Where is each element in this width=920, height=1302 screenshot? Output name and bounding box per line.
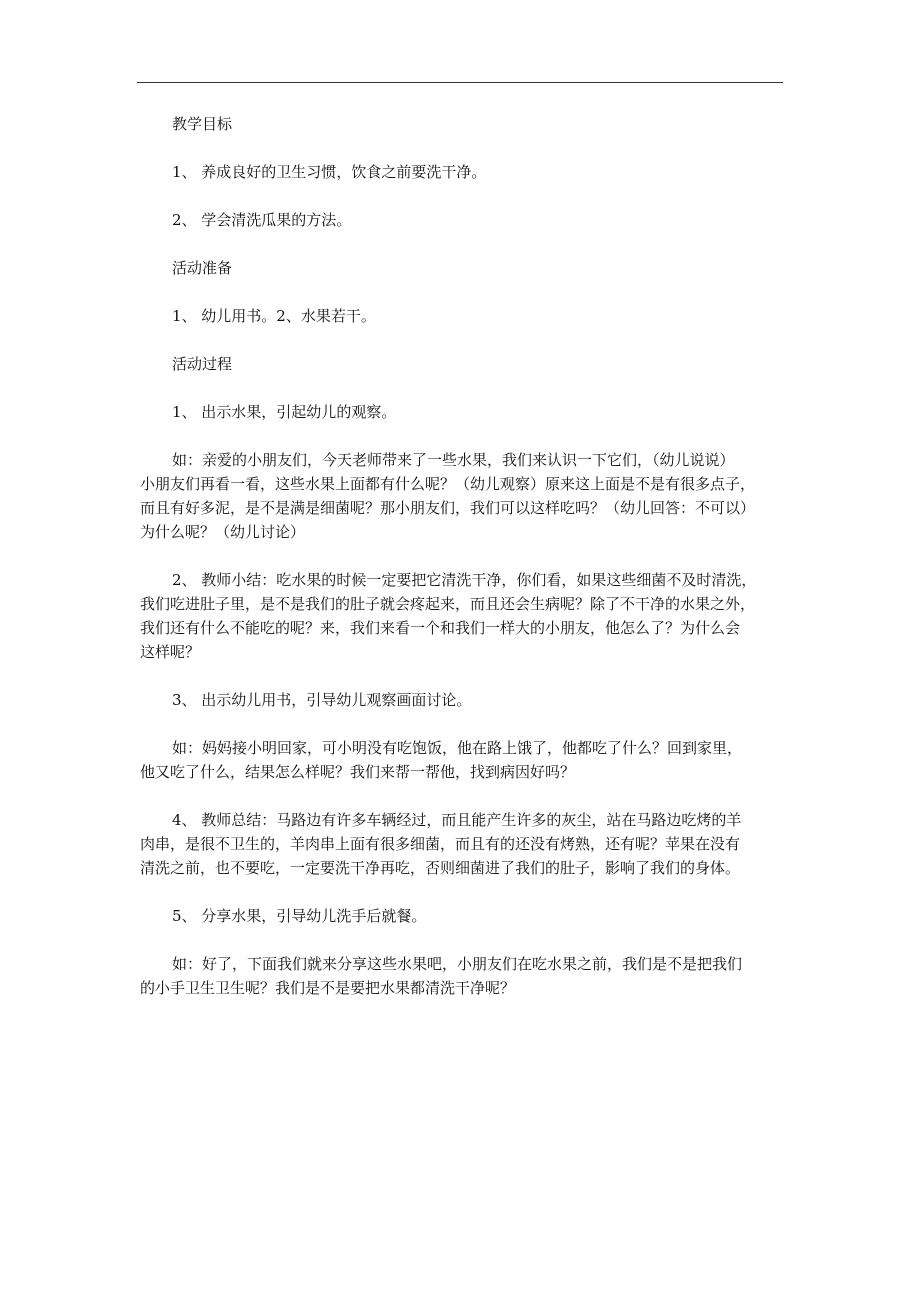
paragraph-line: 小朋友们再看一看，这些水果上面都有什么呢？（幼儿观察）原来这上面是不是有很多点子，	[140, 475, 756, 493]
paragraph-line: 这样呢？	[140, 643, 201, 661]
header-rule	[137, 82, 783, 83]
paragraph-line: 2、 教师小结：吃水果的时候一定要把它清洗干净，你们看，如果这些细菌不及时清洗，	[172, 571, 757, 589]
paragraph-line: 而且有好多泥，是不是满是细菌呢？那小朋友们，我们可以这样吃吗？（幼儿回答：不可以）	[140, 499, 756, 517]
preparation-item: 1、 幼儿用书。2、水果若干。	[172, 307, 376, 325]
paragraph-line: 如：好了，下面我们就来分享这些水果吧，小朋友们在吃水果之前，我们是不是把我们	[172, 955, 743, 973]
process-step-5: 5、 分享水果，引导幼儿洗手后就餐。	[172, 907, 427, 925]
heading-teaching-goals: 教学目标	[172, 115, 233, 133]
heading-activity-preparation: 活动准备	[172, 259, 233, 277]
dialogue-paragraph-3	[140, 952, 790, 1000]
goal-item-1: 1、 养成良好的卫生习惯，饮食之前要洗干净。	[172, 163, 487, 181]
heading-activity-process: 活动过程	[172, 355, 233, 373]
paragraph-line: 肉串，是很不卫生的，羊肉串上面有很多细菌，而且有的还没有烤熟，还有呢？苹果在没有	[140, 835, 741, 853]
process-step-4	[140, 808, 790, 880]
paragraph-line: 如：亲爱的小朋友们，今天老师带来了一些水果，我们来认识一下它们，（幼儿说说）	[172, 451, 735, 469]
document-body	[140, 112, 790, 1024]
paragraph-line: 4、 教师总结：马路边有许多车辆经过，而且能产生许多的灰尘，站在马路边吃烤的羊	[172, 811, 742, 829]
goal-item-2: 2、 学会清洗瓜果的方法。	[172, 211, 352, 229]
paragraph-line: 如：妈妈接小明回家，可小明没有吃饱饭，他在路上饿了，他都吃了什么？回到家里，	[172, 739, 743, 757]
dialogue-paragraph-2	[140, 736, 790, 784]
paragraph-line: 我们还有什么不能吃的呢？来，我们来看一个和我们一样大的小朋友，他怎么了？为什么会	[140, 619, 741, 637]
paragraph-line: 的小手卫生卫生呢？我们是不是要把水果都清洗干净呢？	[140, 979, 516, 997]
process-step-1: 1、 出示水果，引起幼儿的观察。	[172, 403, 397, 421]
process-step-3: 3、 出示幼儿用书，引导幼儿观察画面讨论。	[172, 691, 472, 709]
paragraph-line: 我们吃进肚子里，是不是我们的肚子就会疼起来，而且还会生病呢？除了不干净的水果之外，	[140, 595, 756, 613]
paragraph-line: 清洗之前，也不要吃，一定要洗干净再吃，否则细菌进了我们的肚子，影响了我们的身体。	[140, 859, 741, 877]
dialogue-paragraph-1	[140, 448, 790, 544]
paragraph-line: 他又吃了什么，结果怎么样呢？我们来帮一帮他，找到病因好吗？	[140, 763, 576, 781]
process-step-2	[140, 568, 790, 664]
paragraph-line: 为什么呢？（幼儿讨论）	[140, 523, 306, 541]
